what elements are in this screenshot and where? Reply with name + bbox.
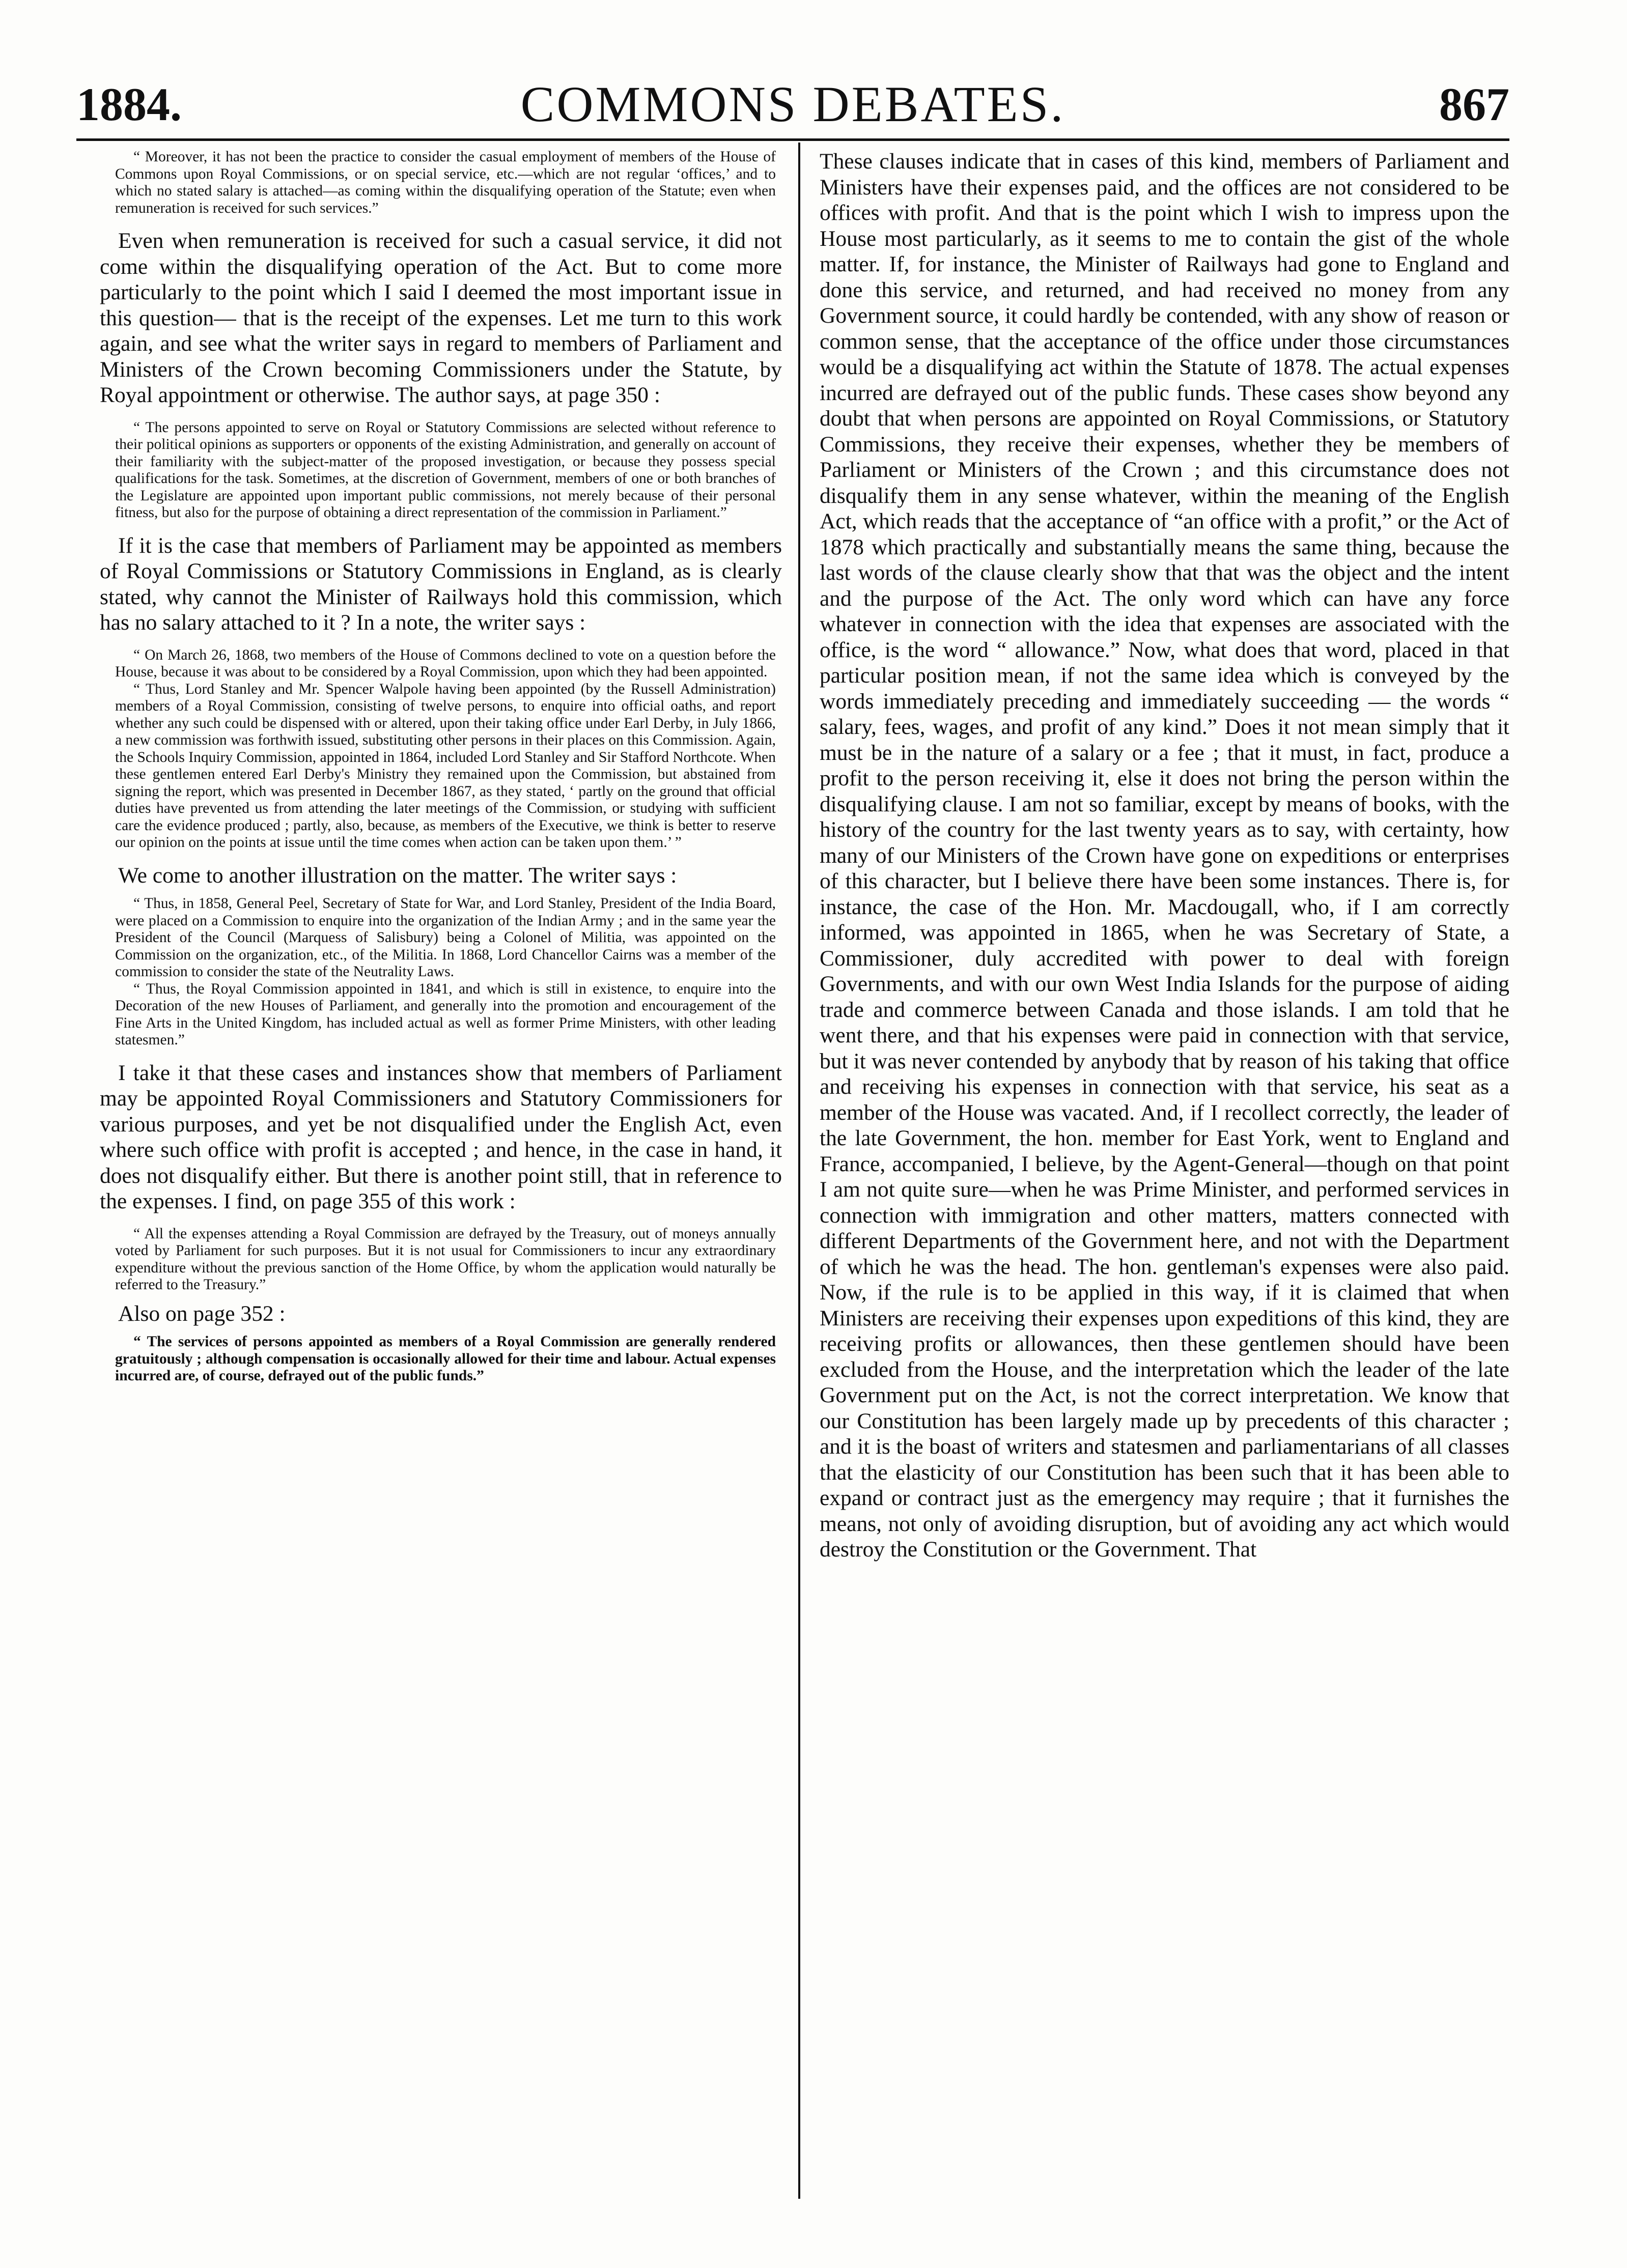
quote-block: “ On March 26, 1868, two members of the House of Commons declined to vote on a question before the House, because it was about to be considered by a Royal Commission, upon which they had been appointed. bbox=[115, 646, 776, 680]
quote-block: “ Thus, the Royal Commission appointed in 1841, and which is still in existence, to enquire into the Decoration of the new Houses of Parliament, and generally into the promotion and encouragement of the Fine Arts in the United Kingdom, has included actual as well as former Prime Ministers, with other leading statesmen.” bbox=[115, 980, 776, 1048]
quote-block: “ The services of persons appointed as members of a Royal Commission are generally rendered gratuitously ; although compensation is occasionally allowed for their time and labour. Actual expenses incurred are, of course, defrayed out of the public funds.” bbox=[115, 1334, 776, 1384]
header-rule bbox=[76, 138, 1509, 141]
paragraph: Even when remuneration is received for such a casual service, it did not come within the disqualifying operation of the Act. But to come more particularly to the point which I said I deemed the most important issue in this question— that is the receipt of the expenses. Let me turn to this work again, and see what the writer says in regard to members of Parliament and Ministers of the Crown becoming Commissioners under the Statute, by Royal appointment or otherwise. The author says, at page 350 : bbox=[100, 229, 782, 407]
header-title: COMMONS DEBATES. bbox=[520, 76, 1065, 132]
paragraph: Also on page 352 : bbox=[118, 1301, 286, 1326]
page-header bbox=[76, 76, 1509, 132]
column-divider bbox=[798, 143, 800, 2199]
quote-block: “ Thus, Lord Stanley and Mr. Spencer Walpole having been appointed (by the Russell Administration) members of a Royal Commission, consisting of twelve persons, to enquire into official oaths, and report whether any such could be dispensed with or altered, upon their taking office under Earl Derby, in July 1866, a new commission was forthwith issued, substituting other persons in their places on this Commission. Again, the Schools Inquiry Commission, appointed in 1864, included Lord Stanley and Sir Stafford Northcote. When these gentlemen entered Earl Derby's Ministry they remained upon the Commission, but abstained from signing the report, which was presented in December 1867, as they stated, ‘ partly on the ground that official duties have prevented us from attending the later meetings of the Commission, or studying with sufficient care the evidence produced ; partly, also, because, as members of the Executive, we think is better to reserve our opinion on the points at issue until the time comes when action can be taken upon them.’ ” bbox=[115, 681, 776, 850]
quote-block: “ Moreover, it has not been the practice to consider the casual employment of members of the House of Commons upon Royal Commissions, or on special service, etc.—which are not regular ‘offices,’ and to which no stated salary is attached—as coming within the disqualifying operation of the Statute; even when remuneration is received for such services.” bbox=[115, 149, 776, 216]
right-column bbox=[820, 149, 1509, 2205]
header-year: 1884. bbox=[76, 78, 182, 130]
paragraph: If it is the case that members of Parliament may be appointed as members of Royal Commissions or Statutory Commissions in England, as is clearly stated, why cannot the Minister of Railways hold this commission, which has no salary attached to it ? In a note, the writer says : bbox=[100, 533, 782, 635]
quote-block: “ Thus, in 1858, General Peel, Secretary of State for War, and Lord Stanley, President of the India Board, were placed on a Commission to enquire into the organization of the Indian Army ; and in the same year the President of the Council (Marquess of Salisbury) being a Colonel of Militia, was appointed on the Commission on the organization, etc., of the Militia. In 1868, Lord Chancellor Cairns was a member of the commission to consider the state of the Neutrality Laws. bbox=[115, 895, 776, 980]
paragraph: I take it that these cases and instances show that members of Parliament may be appointed Royal Commissioners and Statutory Commissioners for various purposes, and yet be not disqualified under the English Act, even where such office with profit is accepted ; and hence, in the case in hand, it does not disqualify either. But there is another point still, that in reference to the expenses. I find, on page 355 of this work : bbox=[100, 1060, 782, 1213]
quote-block: “ All the expenses attending a Royal Commission are defrayed by the Treasury, out of moneys annually voted by Parliament for such purposes. But it is not usual for Commissioners to incur any extraordinary expenditure without the previous sanction of the Home Office, by whom the application would naturally be referred to the Treasury.” bbox=[115, 1225, 776, 1293]
quote-block: “ The persons appointed to serve on Royal or Statutory Commissions are selected without reference to their political opinions as supporters or opponents of the existing Administration, and generally on account of their familiarity with the subject-matter of the proposed investigation, or because they possess special qualifications for the task. Sometimes, at the discretion of Government, members of one or both branches of the Legislature are appointed upon important public commissions, not merely because of their personal fitness, but also for the purpose of obtaining a direct representation of the commission in Parliament.” bbox=[115, 419, 776, 521]
paragraph: These clauses indicate that in cases of this kind, members of Parliament and Ministers have their expenses paid, and the offices are not considered to be offices with profit. And that is the point which I wish to impress upon the House most particularly, as it seems to me to contain the gist of the whole matter. If, for instance, the Minister of Railways had gone to England and done this service, and returned, and had received no money from any Government source, it could hardly be contended, with any show of reason or common sense, that the acceptance of the office under those circumstances would be a disqualifying act within the Statute of 1878. The actual expenses incurred are defrayed out of the public funds. These cases show beyond any doubt that when persons are appointed on Royal Commissions, or Statutory Commissions, they receive their expenses, whether they be members of Parliament or Ministers of the Crown ; and this circumstance does not disqualify them in any sense whatever, within the meaning of the English Act, which reads that the acceptance of “an office with a profit,” or the Act of 1878 which practically and substantially means the same thing, because the last words of the clause clearly show that that was the object and the intent and the purpose of the Act. The only word which can have any force whatever in connection with the idea that expenses are associated with the office, is the word “ allowance.” Now, what does that word, placed in that particular position mean, if not the same idea which is conveyed by the words immediately preceding and immediately succeeding — the words “ salary, fees, wages, and profit of any kind.” Does it not mean simply that it must be in the nature of a salary or a fee ; that it must, in fact, produce a profit to the person receiving it, else it does not bring the person within the disqualifying clause. I am not so familiar, except by means of books, with the history of the country for the last twenty years as to say, with certainty, how many of our Ministers of the Crown have gone on expeditions or enterprises of this character, but I believe there have been some instances. There is, for instance, the case of the Hon. Mr. Macdougall, who, if I am correctly informed, was appointed in 1865, when he was Secretary of State, a Commissioner, duly accredited with power to deal with foreign Governments, and with our own West India Islands for the purpose of aiding trade and commerce between Canada and those islands. I am told that he went there, and that his expenses were paid in connection with that service, but it was never contended by anybody that by reason of his taking that office and receiving his expenses in connection with that service, his seat as a member of the House was vacated. And, if I recollect correctly, the leader of the late Government, the hon. member for East York, went to England and France, accompanied, I believe, by the Agent-General—though on that point I am not quite sure—when he was Prime Minister, and performed services in connection with immigration and other matters, matters connected with different Departments of the Government here, and not with the Department of which he was the head. The hon. gentleman's expenses were also paid. Now, if the rule is to be applied in this way, if it is claimed that when Ministers are receiving their expenses upon expeditions of this kind, they are receiving profits or allowances, then these gentlemen should have been excluded from the House, and the interpretation which the leader of the late Government put on the Act, is not the correct interpretation. We know that our Constitution has been largely made up by precedents of this character ; and it is the boast of writers and statesmen and parliamentarians of all classes that the elasticity of our Constitution has been such that it has been able to expand or contract just as the emergency may require ; that it furnishes the means, not only of avoiding disruption, but of avoiding any act which would destroy the Constitution or the Government. That bbox=[820, 149, 1509, 1562]
paragraph: We come to another illustration on the matter. The writer says : bbox=[118, 863, 677, 888]
header-page-number: 867 bbox=[1439, 78, 1509, 130]
left-column bbox=[100, 149, 782, 2205]
